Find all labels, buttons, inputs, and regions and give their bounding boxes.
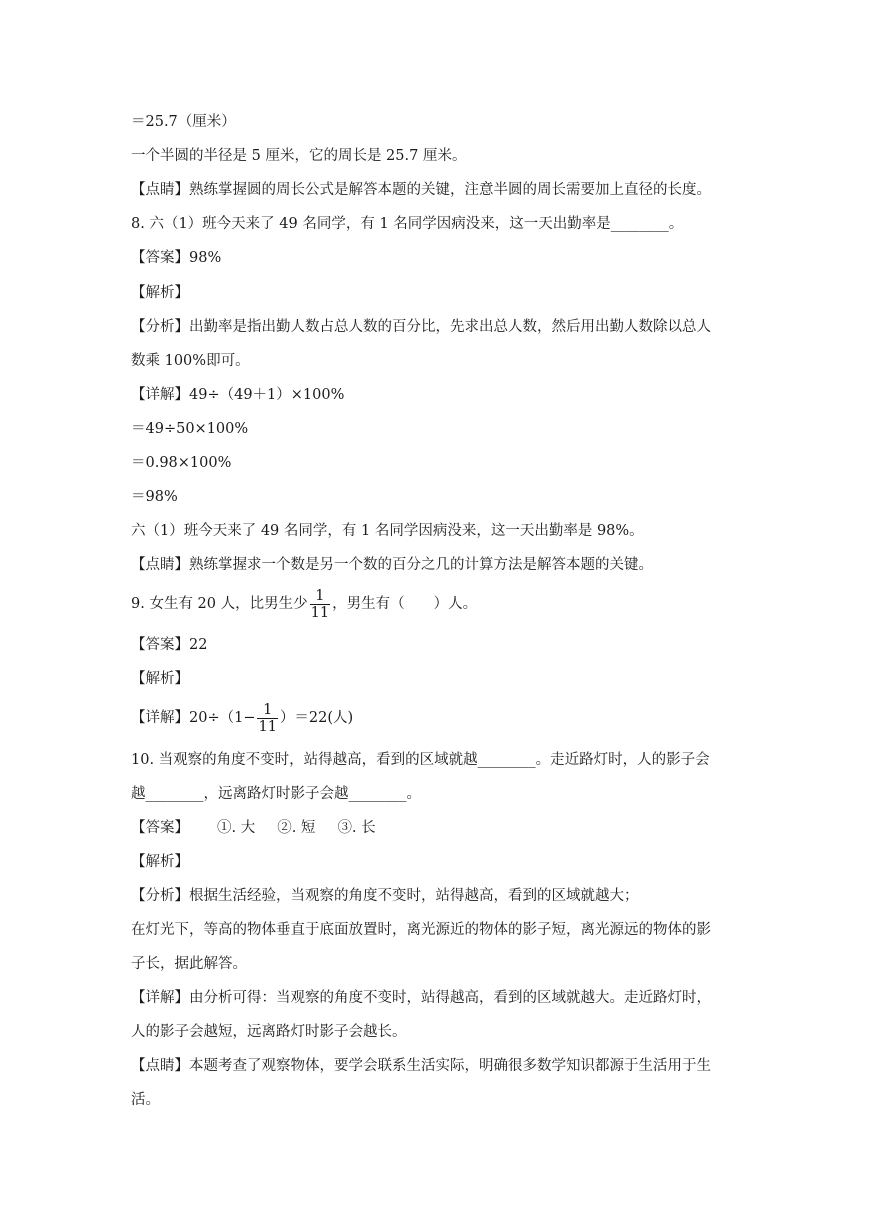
question-10: 10. 当观察的角度不变时，站得越高，看到的区域就越________。走近路灯时，人的影子会 [131, 752, 710, 768]
question-9 [131, 586, 477, 626]
text-line: 一个半圆的半径是 5 厘米，它的周长是 25.7 厘米。 [131, 148, 467, 164]
question-8: 8. 六（1）班今天来了 49 名同学，有 1 名同学因病没来，这一天出勤率是________。 [131, 216, 684, 232]
detail-text-end: ）＝22(人) [279, 710, 354, 726]
detail-line: ＝0.98×100% [131, 455, 232, 471]
tip-line: 【点睛】本题考查了观察物体，要学会联系生活实际，明确很多数学知识都源于生活用于生 [131, 1058, 711, 1074]
analysis-heading: 【解析】 [131, 854, 189, 870]
fraction-denominator: 11 [258, 718, 277, 735]
detail-line: 人的影子会越短，远离路灯时影子会越长。 [131, 1024, 407, 1040]
answer-line-10 [131, 818, 376, 838]
question-10-cont: 越________，远离路灯时影子会越________。 [131, 786, 421, 802]
fraction [310, 588, 330, 621]
tip-line: 【点睛】熟练掌握圆的周长公式是解答本题的关键，注意半圆的周长需要加上直径的长度。 [131, 182, 711, 198]
answer-item-2: ②. 短 [277, 820, 316, 836]
analysis-heading: 【解析】 [131, 285, 189, 301]
text-line: 六（1）班今天来了 49 名同学，有 1 名同学因病没来，这一天出勤率是 98%。 [131, 523, 644, 539]
fraction-numerator: 1 [263, 701, 273, 718]
detail-text: 【详解】20÷（1− [131, 710, 256, 726]
analysis-line: 子长，据此解答。 [131, 956, 247, 972]
detail-line: 【详解】49÷（49＋1）×100% [131, 387, 345, 403]
detail-line: 【详解】由分析可得：当观察的角度不变时，站得越高，看到的区域就越大。走近路灯时， [131, 990, 711, 1006]
answer-label: 【答案】 [131, 820, 189, 836]
answer-line: 【答案】22 [131, 637, 208, 653]
fraction-numerator: 1 [315, 587, 325, 604]
analysis-line: 【分析】根据生活经验，当观察的角度不变时，站得越高，看到的区域就越大； [131, 888, 639, 904]
question-9-text-end: ，男生有（ ）人。 [332, 596, 478, 612]
fraction [257, 702, 277, 735]
analysis-heading: 【解析】 [131, 671, 189, 687]
tip-line: 活。 [131, 1092, 160, 1108]
answer-line: 【答案】98% [131, 250, 222, 266]
fraction-denominator: 11 [310, 604, 330, 621]
detail-line: ＝98% [131, 489, 178, 505]
analysis-line: 在灯光下，等高的物体垂直于底面放置时，离光源近的物体的影子短，离光源远的物体的影 [131, 922, 711, 938]
detail-line-9 [131, 700, 353, 740]
analysis-line: 数乘 100%即可。 [131, 353, 250, 369]
answer-item-3: ③. 长 [337, 820, 376, 836]
tip-line: 【点睛】熟练掌握求一个数是另一个数的百分之几的计算方法是解答本题的关键。 [131, 557, 653, 573]
detail-line: ＝49÷50×100% [131, 421, 249, 437]
analysis-line: 【分析】出勤率是指出勤人数占总人数的百分比，先求出总人数，然后用出勤人数除以总人 [131, 319, 711, 335]
question-9-text: 9. 女生有 20 人，比男生少 [131, 596, 308, 612]
answer-item-1: ①. 大 [217, 820, 256, 836]
text-line: ＝25.7（厘米） [131, 114, 236, 130]
